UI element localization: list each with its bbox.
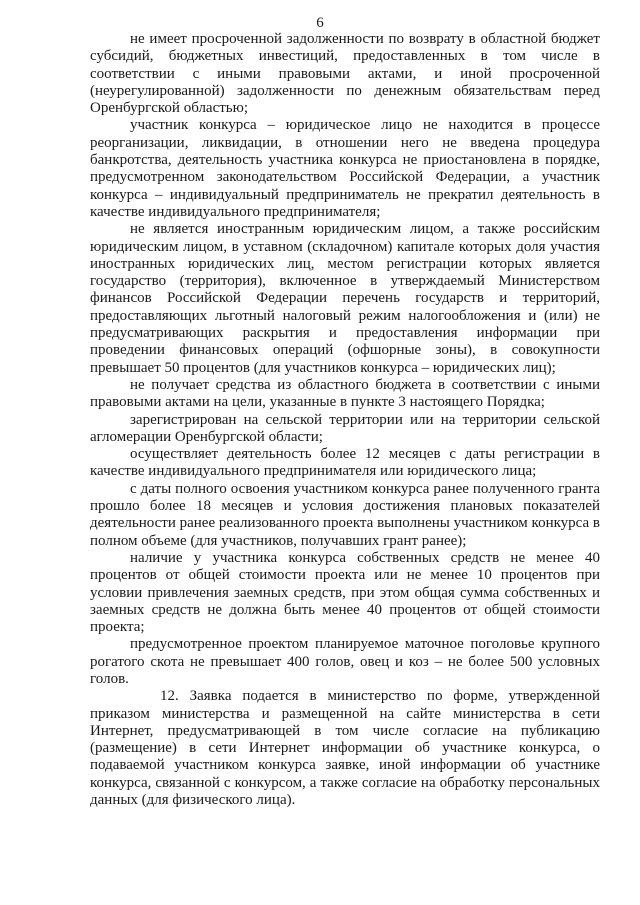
paragraph-rural-registration: зарегистрирован на сельской территории или на территории сельской агломерации Оренбургской области; [90,411,600,445]
paragraph-no-overdue-debt: не имеет просроченной задолженности по возврату в областной бюджет субсидий, бюджетных инвестиций, предоставленных в том числе в соответствии с иными правовыми актами, и иной просроченной (неурегулированной) задолженности по денежным обязательствам перед Оренбургской областью; [90,31,600,117]
paragraph-not-reorganizing: участник конкурса – юридическое лицо не находится в процессе реорганизации, ликвидации, в отношении него не введена процедура банкротства, деятельность участника конкурса не приостановлена в порядке, предусмотренном законодательством Российской Федерации, а участник конкурса – индивидуальный предприниматель не прекратил деятельность в качестве индивидуального предпринимателя; [90,117,600,220]
paragraph-own-funds: наличие у участника конкурса собственных средств не менее 40 процентов от общей стоимости проекта или не менее 10 процентов при условии привлечения заемных средств, при этом общая сумма собственных и заемных средств не должна быть менее 40 процентов от общей стоимости проекта; [90,549,600,636]
paragraph-no-other-budget-funds: не получает средства из областного бюджета в соответствии с иными правовыми актами на цели, указанные в пункте 3 настоящего Порядка; [90,376,600,411]
paragraph-livestock-limit: предусмотренное проектом планируемое маточное поголовье крупного рогатого скота не превышает 400 голов, овец и коз – не более 500 условных голов. [90,636,600,687]
paragraph-activity-duration: осуществляет деятельность более 12 месяцев с даты регистрации в качестве индивидуального предпринимателя или юридического лица; [90,446,600,480]
page-number: 6 [316,15,324,31]
clause-12-application: 12. Заявка подается в министерство по форме, утвержденной приказом министерства и размещенной на сайте министерства в сети Интернет, предусматривающей в том числе согласие на публикацию (размещение) в сети Интернет информации об участнике конкурса, о подаваемой участником конкурса заявке, иной информации об участнике конкурса, связанной с конкурсом, а также согласие на обработку персональных данных (для физического лица). [90,688,600,809]
paragraph-previous-grant: с даты полного освоения участником конкурса ранее полученного гранта прошло более 18 месяцев и условия достижения плановых показателей деятельности ранее реализованного проекта выполнены участником конкурса в полном объеме (для участников, получавших грант ранее); [90,480,601,549]
paragraph-not-foreign-entity: не является иностранным юридическим лицом, а также российским юридическим лицом, в уставном (складочном) капитале которых доля участия иностранных юридических лиц, местом регистрации которых является государство (территория), включенное в утверждаемый Министерством финансов Российской Федерации перечень государств и территорий, предоставляющих льготный налоговый режим налогообложения и (или) не предусматривающих раскрытия и предоставления информации при проведении финансовых операций (офшорные зоны), в совокупности превышает 50 процентов (для участников конкурса – юридических лиц); [90,221,600,376]
document-body [90,31,600,809]
